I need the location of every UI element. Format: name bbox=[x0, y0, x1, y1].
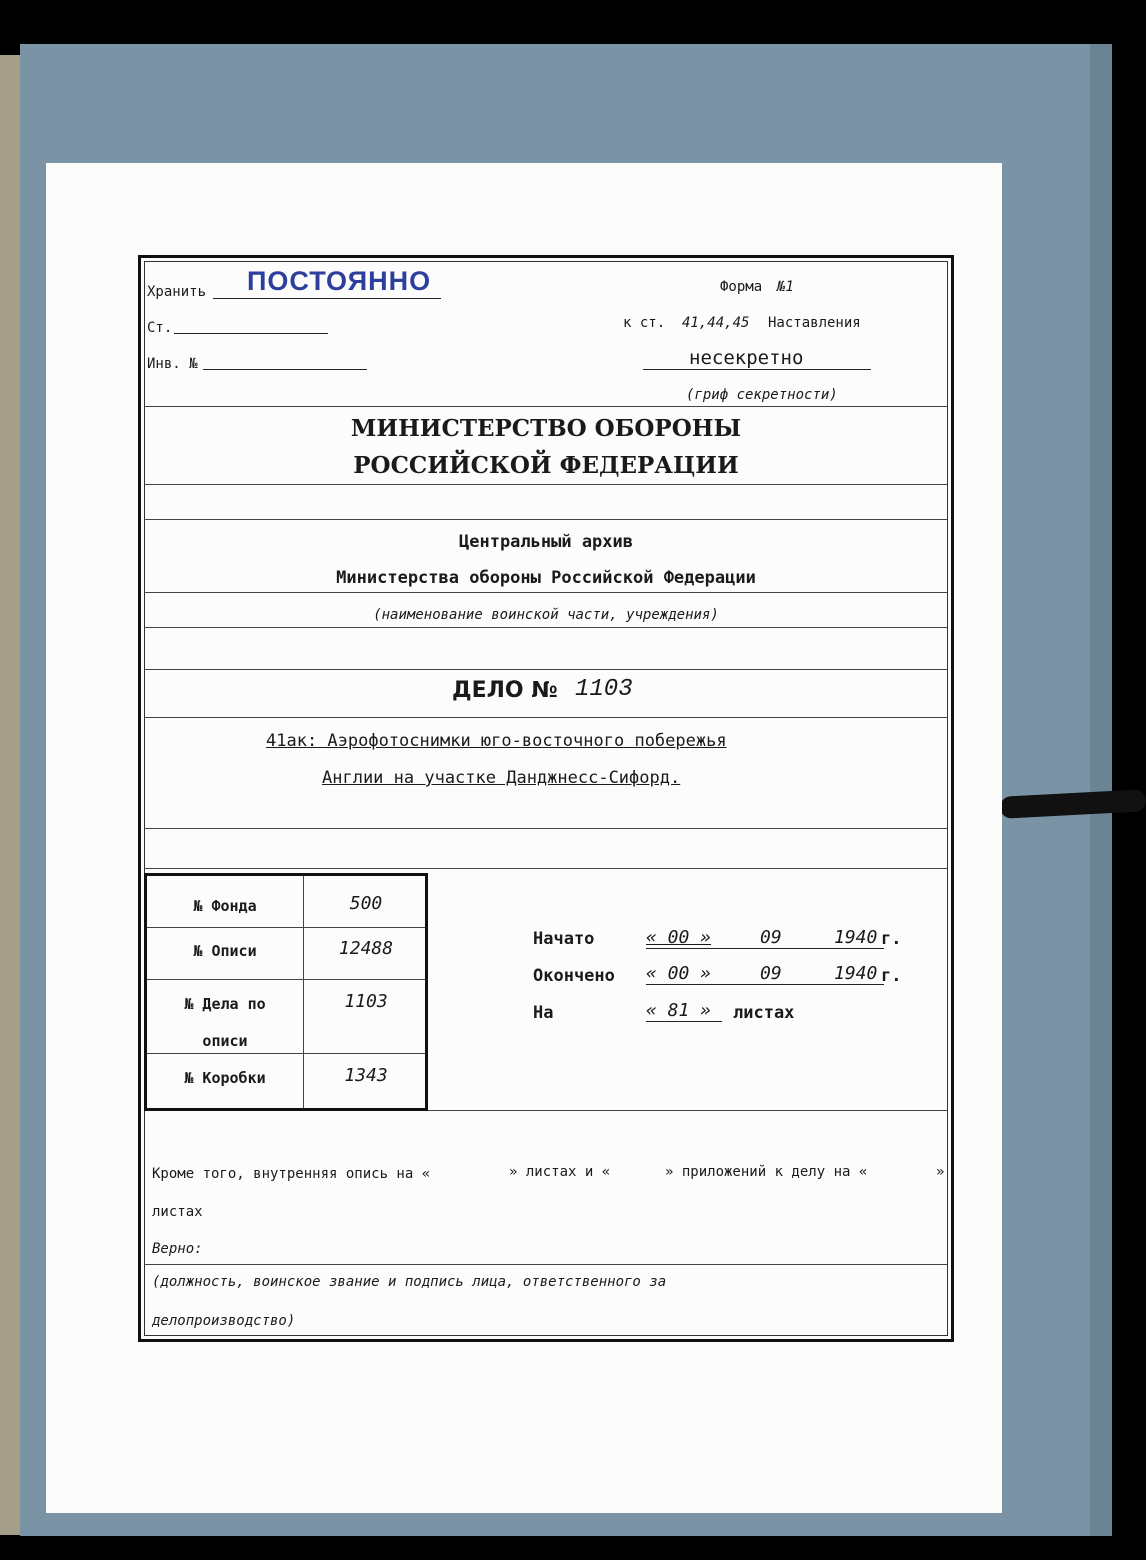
secrecy-underline bbox=[643, 369, 871, 370]
separator bbox=[144, 717, 948, 718]
fund-label: № Фонда bbox=[193, 897, 257, 915]
fund-value: 500 bbox=[349, 893, 383, 914]
keep-underline bbox=[213, 298, 441, 299]
started-day: « 00 » bbox=[646, 927, 712, 948]
case-number: 1103 bbox=[575, 676, 633, 703]
ministry-line1: МИНИСТЕРСТВО ОБОРОНЫ bbox=[350, 415, 742, 442]
secrecy-value: несекретно bbox=[689, 347, 804, 369]
started-year-suffix: г. bbox=[881, 929, 902, 949]
separator bbox=[144, 406, 948, 407]
responsible-caption-line1: (должность, воинское звание и подпись лица, ответственного за bbox=[152, 1274, 667, 1290]
ended-month: 09 bbox=[760, 963, 782, 984]
sheets-count: « 81 » bbox=[646, 1000, 712, 1021]
case-title-line2: Англии на участке Данджнесс-Сифорд. bbox=[322, 768, 681, 788]
form-number: №1 bbox=[777, 279, 794, 295]
ended-year-suffix: г. bbox=[881, 966, 902, 986]
archive-caption: (наименование воинской части, учреждения) bbox=[373, 607, 719, 623]
article-label: Ст. bbox=[147, 320, 173, 336]
inventory-label: Инв. № bbox=[147, 356, 198, 372]
started-label: Начато bbox=[533, 929, 595, 949]
ministry-line2: РОССИЙСКОЙ ФЕДЕРАЦИИ bbox=[353, 452, 739, 479]
footer-line1-part1: Кроме того, внутренняя опись на « bbox=[152, 1166, 431, 1182]
case-no-label-line2: описи bbox=[202, 1032, 248, 1050]
separator bbox=[144, 592, 948, 593]
separator bbox=[144, 484, 948, 485]
sheets-underline bbox=[646, 1021, 722, 1022]
separator bbox=[144, 627, 948, 628]
inventory-no-value: 12488 bbox=[338, 938, 394, 959]
separator bbox=[144, 828, 948, 829]
started-month: 09 bbox=[760, 927, 782, 948]
sheets-label: листах bbox=[733, 1003, 795, 1023]
separator bbox=[144, 669, 948, 670]
ended-year: 1940 bbox=[834, 963, 878, 984]
article-underline bbox=[174, 333, 328, 334]
ended-label: Окончено bbox=[533, 966, 615, 986]
footer-line2: листах bbox=[152, 1204, 203, 1220]
separator bbox=[144, 519, 948, 520]
form-label: Форма bbox=[720, 279, 763, 295]
inventory-no-label: № Описи bbox=[193, 942, 257, 960]
ended-day: « 00 » bbox=[646, 963, 712, 984]
permanent-stamp: ПОСТОЯННО bbox=[247, 266, 432, 296]
box-no-value: 1343 bbox=[344, 1065, 388, 1086]
footer-line1-part4: » bbox=[936, 1164, 945, 1180]
footer-line1-part3: » приложений к делу на « bbox=[665, 1164, 868, 1180]
folder-shadow bbox=[1090, 44, 1112, 1536]
case-no-label-line1: № Дела по bbox=[184, 995, 266, 1013]
archive-line1: Центральный архив bbox=[459, 532, 633, 552]
ended-underline bbox=[646, 984, 884, 985]
started-year: 1940 bbox=[834, 927, 878, 948]
articles-prefix: к ст. bbox=[623, 315, 666, 331]
archive-line2: Министерства обороны Российской Федерации bbox=[336, 568, 756, 588]
case-label: ДЕЛО № bbox=[452, 678, 558, 703]
inventory-underline bbox=[203, 369, 367, 370]
case-no-value: 1103 bbox=[344, 991, 388, 1012]
articles-suffix: Наставления bbox=[768, 315, 861, 331]
keep-label: Хранить bbox=[147, 284, 207, 300]
verified-label: Верно: bbox=[152, 1241, 203, 1257]
separator bbox=[144, 868, 948, 869]
archive-reference-table bbox=[144, 873, 428, 1111]
articles-numbers: 41,44,45 bbox=[682, 315, 750, 331]
started-underline bbox=[646, 948, 884, 949]
separator bbox=[144, 1264, 948, 1265]
case-title-line1: 41ак: Аэрофотоснимки юго-восточного побережья bbox=[266, 731, 727, 751]
footer-line1-part2: » листах и « bbox=[509, 1164, 611, 1180]
folder-edge bbox=[0, 55, 20, 1535]
sheets-on-label: На bbox=[533, 1003, 554, 1023]
responsible-caption-line2: делопроизводство) bbox=[152, 1313, 296, 1329]
secrecy-caption: (гриф секретности) bbox=[686, 387, 838, 403]
box-no-label: № Коробки bbox=[184, 1069, 266, 1087]
